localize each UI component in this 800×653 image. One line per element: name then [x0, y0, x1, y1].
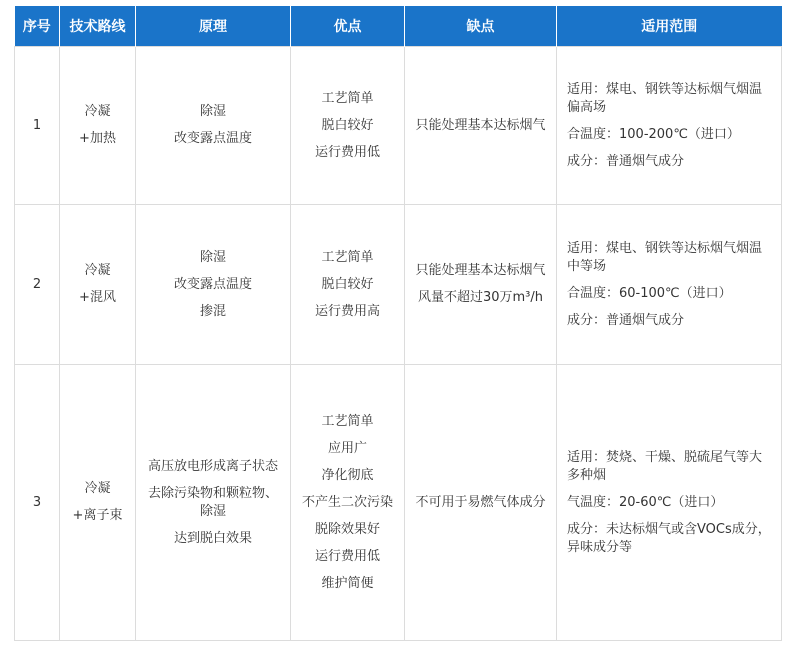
principle-line: 改变露点温度 [173, 276, 252, 292]
pros-line: 维护简便 [321, 575, 374, 591]
cell-cons [405, 365, 557, 641]
route-line: +加热 [79, 131, 116, 146]
cell-route [60, 365, 136, 641]
scope-line: 合温度：100-200℃（进口） [567, 126, 740, 142]
cell-route [60, 205, 136, 365]
cons-line: 风量不超过30万m³/h [417, 290, 544, 305]
principle-line: 掺混 [199, 303, 226, 319]
cell-scope [557, 205, 782, 365]
pros-line: 工艺简单 [321, 413, 374, 429]
cell-principle [136, 205, 291, 365]
principle-line: 除湿 [199, 249, 226, 265]
tech-comparison-table [14, 6, 782, 641]
pros-line: 运行费用低 [314, 144, 380, 160]
cell-index: 2 [15, 205, 60, 365]
cell-index: 1 [15, 47, 60, 205]
cell-scope [557, 365, 782, 641]
header-route: 技术路线 [60, 6, 136, 47]
cons-line: 不可用于易燃气体成分 [415, 494, 546, 510]
scope-line: 成分：普通烟气成分 [567, 153, 685, 169]
route-line: +离子束 [72, 508, 123, 523]
route-line: 冷凝 [84, 481, 111, 496]
pros-line: 运行费用高 [314, 303, 380, 319]
cell-pros [291, 47, 405, 205]
pros-line: 净化彻底 [321, 467, 374, 483]
principle-line: 改变露点温度 [173, 131, 252, 146]
scope-line: 合温度：60-100℃（进口） [567, 285, 732, 301]
cell-principle [136, 47, 291, 205]
pros-line: 应用广 [327, 440, 367, 456]
table-row [15, 365, 782, 641]
data-table-container [14, 6, 782, 641]
scope-line: 气温度：20-60℃（进口） [567, 494, 724, 510]
cell-index: 3 [15, 365, 60, 641]
scope-line: 成分：普通烟气成分 [567, 312, 685, 328]
cell-pros [291, 365, 405, 641]
header-scope: 适用范围 [557, 6, 782, 47]
cell-cons [405, 47, 557, 205]
pros-line: 工艺简单 [321, 90, 374, 106]
route-line: 冷凝 [84, 263, 111, 278]
principle-line: 除湿 [199, 104, 226, 119]
pros-line: 脱除效果好 [314, 521, 380, 537]
table-row [15, 205, 782, 365]
table-header-row [15, 6, 782, 47]
scope-line: 适用：焚烧、干燥、脱硫尾气等大多种烟 [567, 449, 763, 483]
cell-route [60, 47, 136, 205]
principle-line: 高压放电形成离子状态 [147, 458, 278, 474]
pros-line: 脱白较好 [321, 117, 374, 133]
cell-principle [136, 365, 291, 641]
pros-line: 运行费用低 [314, 548, 380, 564]
header-index: 序号 [15, 6, 60, 47]
principle-line: 达到脱白效果 [173, 530, 252, 546]
pros-line: 不产生二次污染 [301, 494, 393, 510]
table-row [15, 47, 782, 205]
scope-line: 适用：煤电、钢铁等达标烟气烟温中等场 [567, 240, 763, 274]
cell-pros [291, 205, 405, 365]
header-principle: 原理 [136, 6, 291, 47]
header-pros: 优点 [291, 6, 405, 47]
scope-line: 适用：煤电、钢铁等达标烟气烟温偏高场 [567, 81, 763, 115]
cons-line: 只能处理基本达标烟气 [415, 117, 546, 133]
header-cons: 缺点 [405, 6, 557, 47]
cons-line: 只能处理基本达标烟气 [415, 263, 546, 278]
pros-line: 工艺简单 [321, 249, 374, 265]
route-line: +混风 [79, 290, 116, 305]
principle-line: 去除污染物和颗粒物、除湿 [147, 485, 278, 519]
cell-scope [557, 47, 782, 205]
route-line: 冷凝 [84, 104, 111, 119]
cell-cons [405, 205, 557, 365]
pros-line: 脱白较好 [321, 276, 374, 292]
scope-line: 成分：未达标烟气或含VOCs成分，异味成分等 [567, 521, 771, 555]
